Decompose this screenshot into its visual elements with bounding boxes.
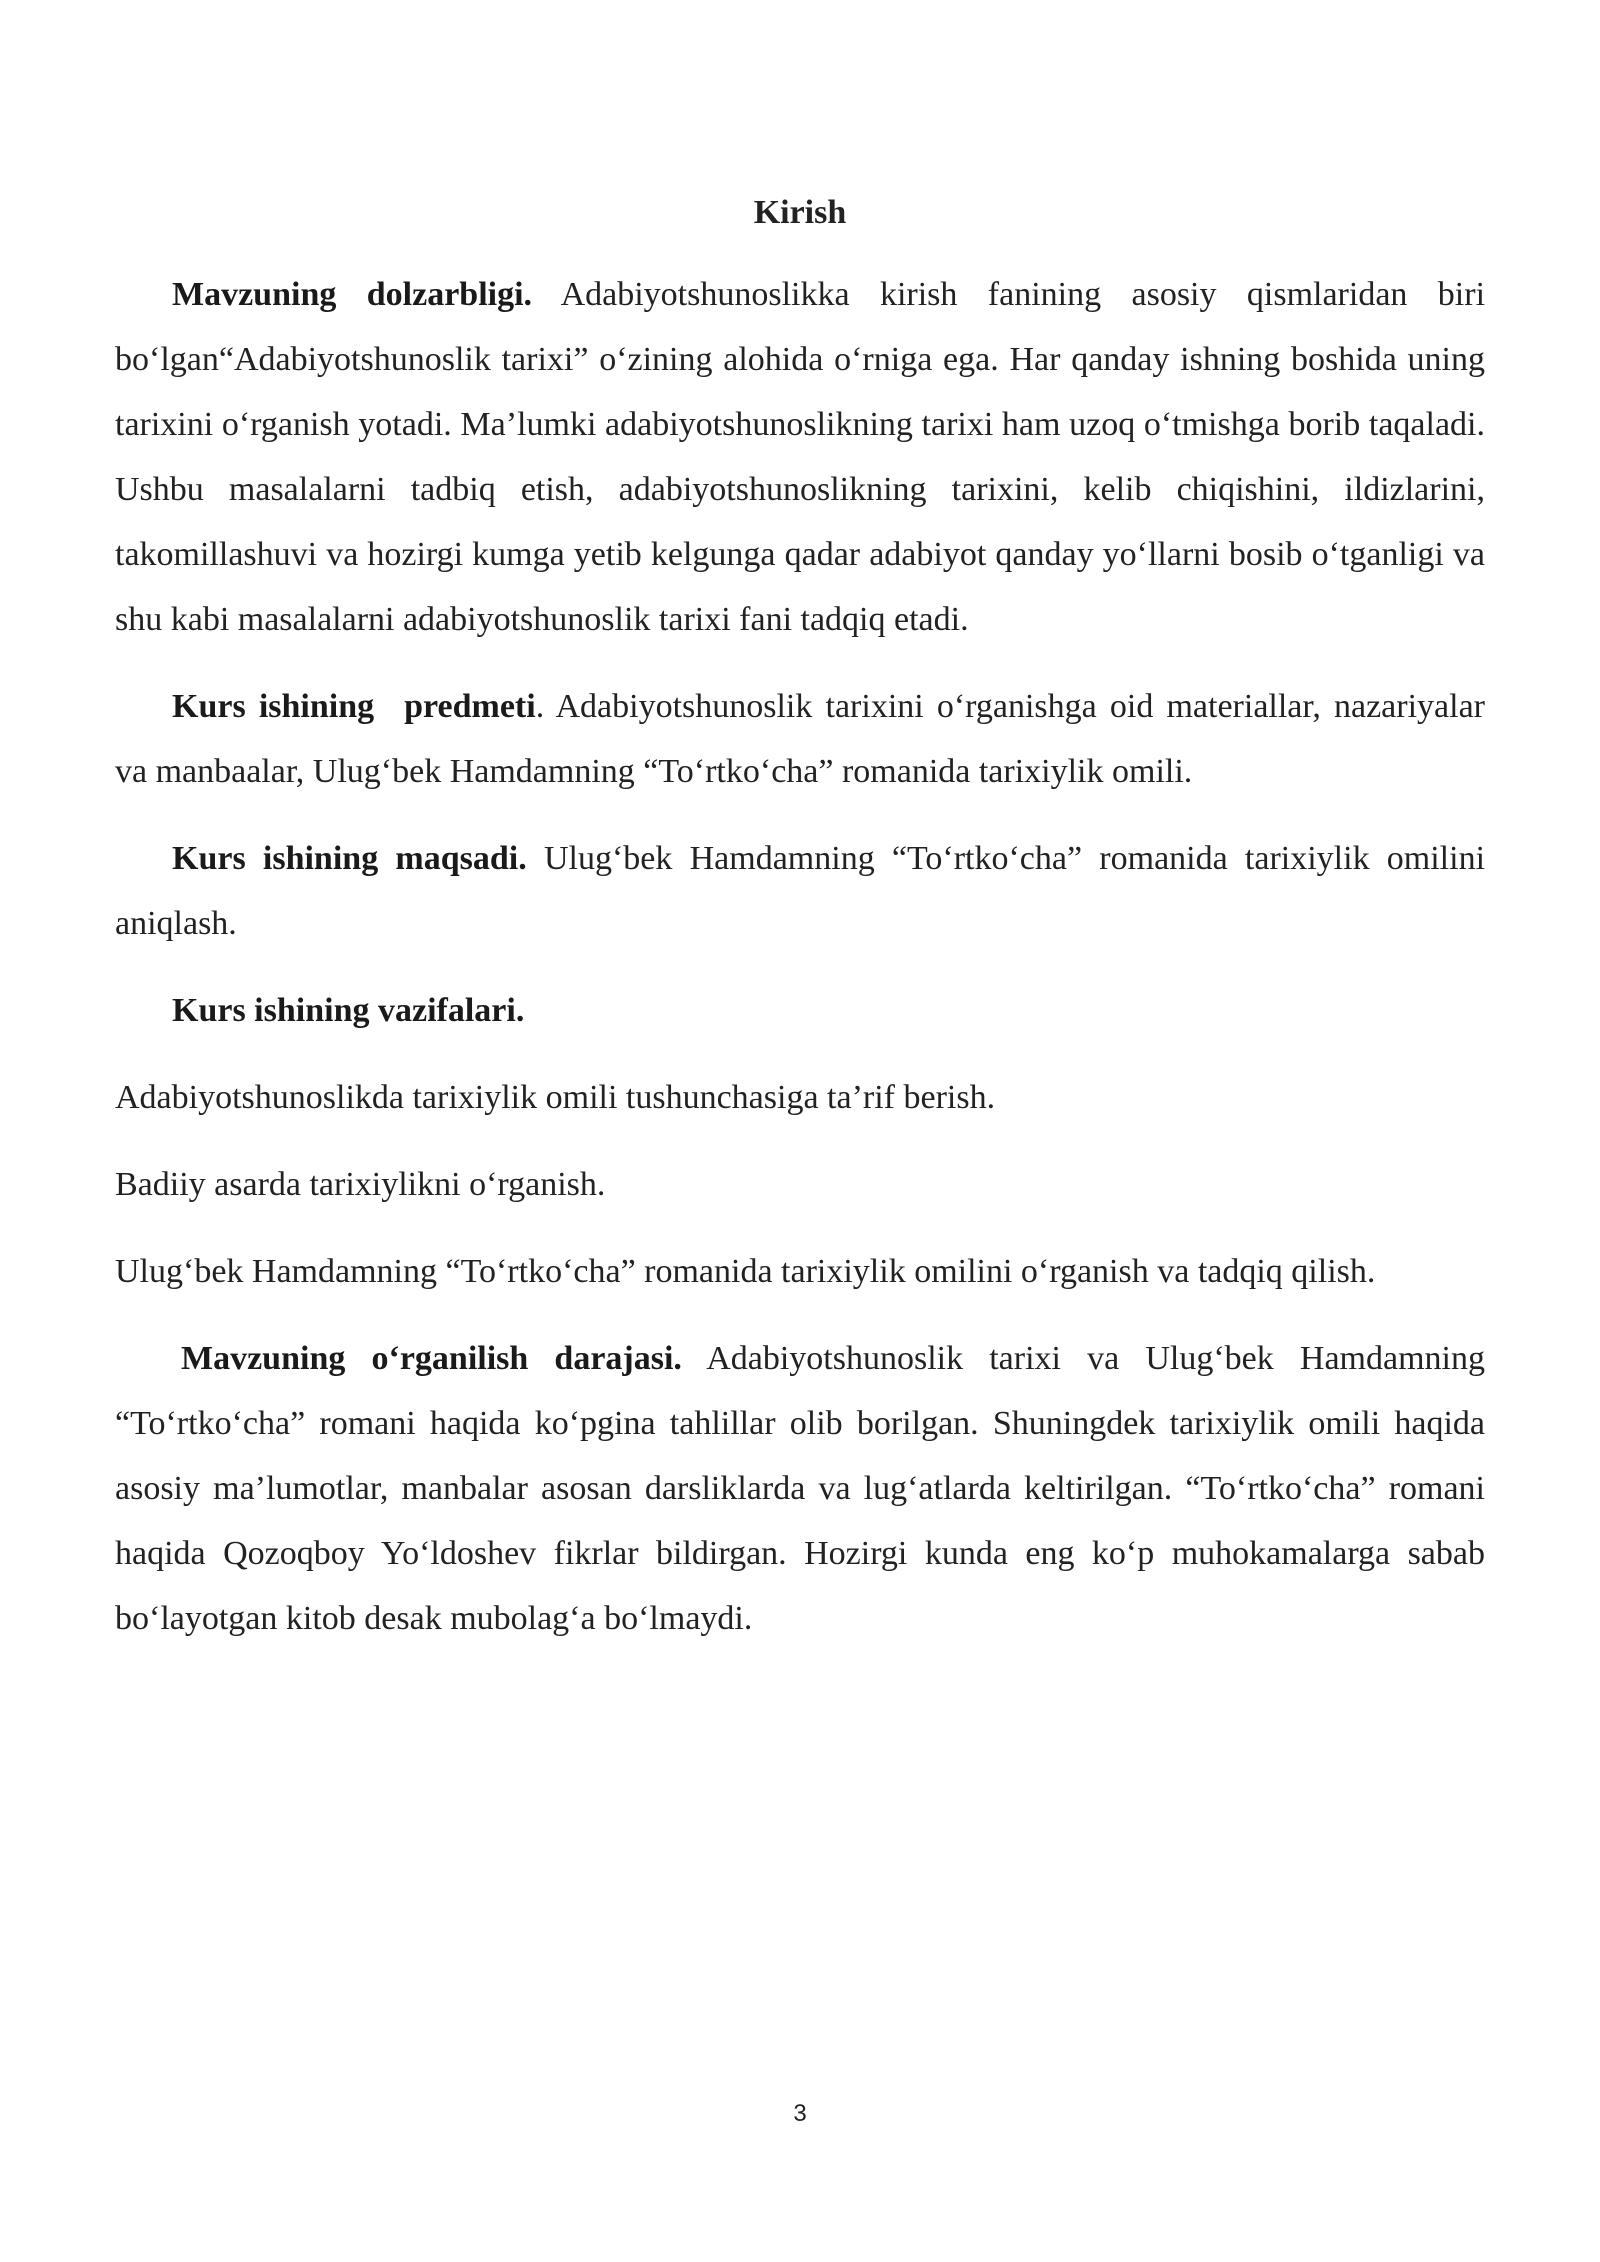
paragraph-subject-label-a: Kurs ishining (172, 688, 375, 725)
paragraph-subject (115, 674, 1485, 804)
task-item: Badiiy asarda tarixiylikni o‘rganish. (115, 1166, 606, 1203)
paragraph-goal-text: Ulug‘bek Hamdamning “To‘rtko‘cha” romanida tarixiylik omilini aniqlash. (115, 840, 1486, 942)
paragraph-study-level-label: Mavzuning o‘rganilish darajasi. (181, 1340, 682, 1377)
paragraph-relevance-label: Mavzuning dolzarbligi. (172, 276, 533, 313)
task-item: Ulug‘bek Hamdamning “To‘rtko‘cha” romanida tarixiylik omilini o‘rganish va tadqiq qilish. (115, 1253, 1376, 1290)
paragraph-subject-label-b: predmeti (404, 688, 536, 725)
page-content (115, 178, 1485, 1673)
paragraph-tasks-label: Kurs ishining vazifalari. (172, 992, 525, 1029)
paragraph-relevance-text: Adabiyotshunoslikka kirish fanining asosiy qismlaridan biri bo‘lgan“Adabiyotshunoslik tarixi” o‘zining alohida o‘rniga ega. Har qanday ishning boshida uning tarixini o‘rganish yotadi. Ma’lumki adabiyotshunoslikning tarixi ham uzoq o‘tmishga borib taqaladi. Ushbu masalalarni tadbiq etish, adabiyotshunoslikning tarixini, kelib chiqishini, ildizlarini, takomillashuvi va hozirgi kumga yetib kelgunga qadar adabiyot qanday yo‘llarni bosib o‘tganligi va shu kabi masalalarni adabiyotshunoslik tarixi fani tadqiq etadi. (115, 276, 1486, 638)
page-title: Kirish (753, 194, 847, 231)
paragraph-study-level (115, 1326, 1485, 1651)
paragraph-goal (115, 826, 1485, 956)
task-item: Adabiyotshunoslikda tarixiylik omili tushunchasiga ta’rif berish. (115, 1079, 996, 1116)
paragraph-relevance (115, 262, 1485, 652)
page-number: 3 (793, 2100, 807, 2127)
paragraph-subject-text: . Adabiyotshunoslik tarixini o‘rganishga oid materiallar, nazariyalar va manbaalar, Ulug‘bek Hamdamning “To‘rtko‘cha” romanida tarixiylik omili. (115, 688, 1485, 790)
paragraph-goal-label: Kurs ishining maqsadi. (172, 840, 527, 877)
paragraph-study-level-text: Adabiyotshunoslik tarixi va Ulug‘bek Hamdamning “To‘rtko‘cha” romani haqida ko‘pgina tahlillar olib borilgan. Shuningdek tarixiylik omili haqida asosiy ma’lumotlar, manbalar asosan darsliklarda va lug‘atlarda keltirilgan. “To‘rtko‘cha” romani haqida Qozoqboy Yo‘ldoshev fikrlar bildirgan. Hozirgi kunda eng ko‘p muhokamalarga sabab bo‘layotgan kitob desak mubolag‘a bo‘lmaydi. (115, 1340, 1485, 1637)
paragraph-tasks-heading (115, 978, 1485, 1043)
